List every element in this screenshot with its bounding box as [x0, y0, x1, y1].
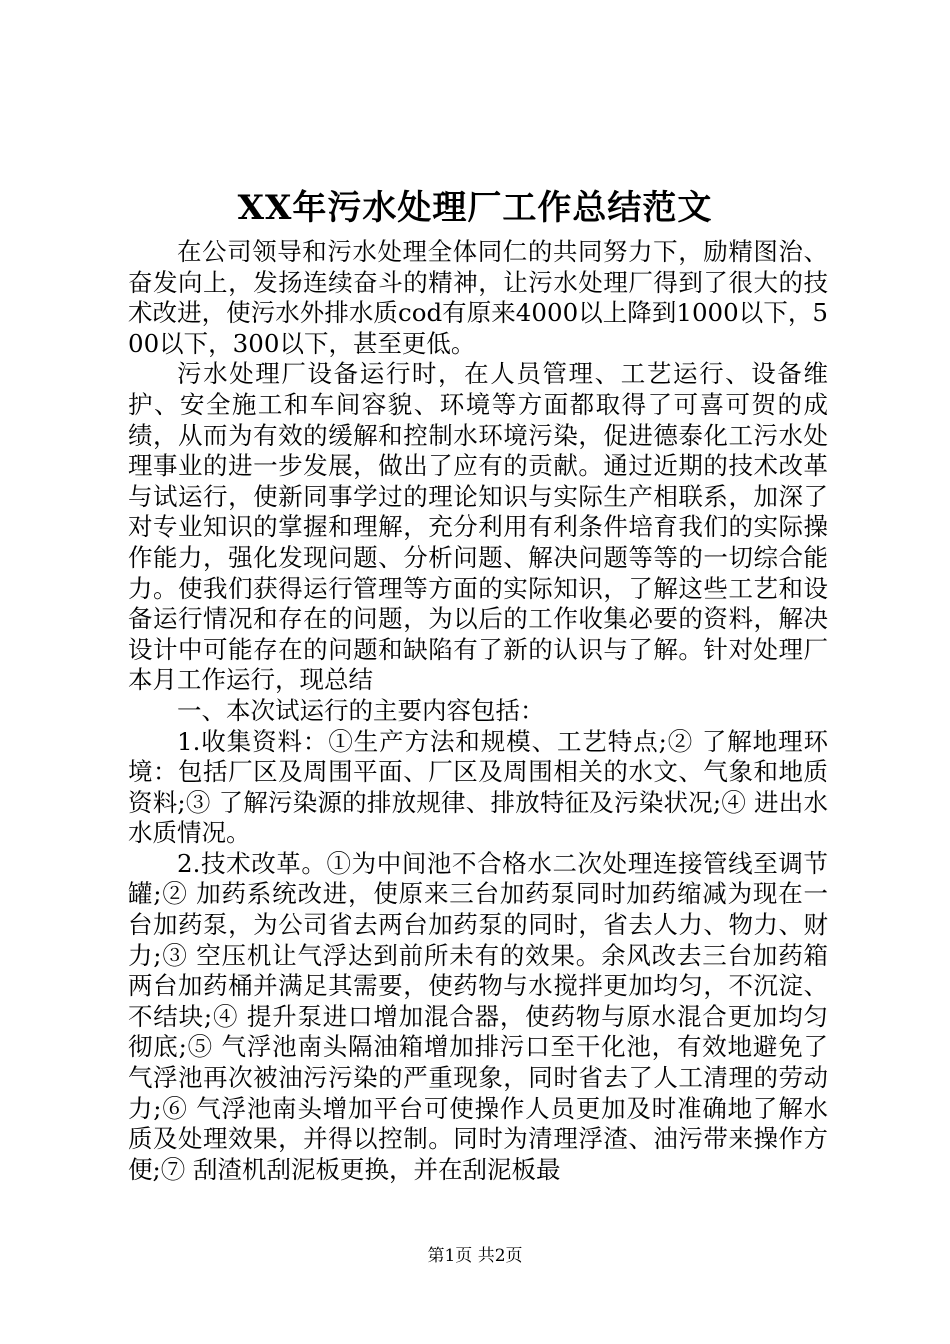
- section-heading-trial-run: 一、本次试运行的主要内容包括：: [177, 695, 545, 725]
- paragraph-intro: 在公司领导和污水处理全体同仁的共同努力下，励精图治、奋发向上，发扬连续奋斗的精神，让污水处理厂得到了很大的技术改进，使污水外排水质cod有原来4000以上降到1000以下，500以下，300以下，甚至更低。: [128, 237, 828, 358]
- document-title: XX年污水处理厂工作总结范文: [237, 188, 713, 228]
- page-number-footer: 第1页 共2页: [427, 1246, 523, 1266]
- paragraph-technical-reform: 2.技术改革。①为中间池不合格水二次处理连接管线至调节罐;② 加药系统改进，使原来三台加药泵同时加药缩减为现在一台加药泵，为公司省去两台加药泵的同时，省去人力、物力、财力;③ 空压机让气浮达到前所未有的效果。余风改去三台加药箱两台加药桶并满足其需要，使药物与水搅拌更加均匀，不沉淀、不结块;④ 提升泵进口增加混合器，使药物与原水混合更加均匀彻底;⑤ 气浮池南头隔油箱增加排污口至干化池，有效地避免了气浮池再次被油污污染的严重现象，同时省去了人工清理的劳动力;⑥ 气浮池南头增加平台可使操作人员更加及时准确地了解水质及处理效果，并得以控制。同时为清理浮渣、油污带来操作方便;⑦ 刮渣机刮泥板更换，并在刮泥板最: [128, 848, 828, 1184]
- paragraph-collect-data: 1.收集资料：①生产方法和规模、工艺特点;② 了解地理环境：包括厂区及周围平面、厂区及周围相关的水文、气象和地质资料;③ 了解污染源的排放规律、排放特征及污染状况;④ 进出水水质情况。: [128, 726, 828, 848]
- document-body: [128, 237, 828, 1185]
- paragraph-operations: 污水处理厂设备运行时，在人员管理、工艺运行、设备维护、安全施工和车间容貌、环境等方面都取得了可喜可贺的成绩，从而为有效的缓解和控制水环境污染，促进德泰化工污水处理事业的进一步发展，做出了应有的贡献。通过近期的技术改革与试运行，使新同事学过的理论知识与实际生产相联系，加深了对专业知识的掌握和理解，充分利用有利条件培育我们的实际操作能力，强化发现问题、分析问题、解决问题等等的一切综合能力。使我们获得运行管理等方面的实际知识，了解这些工艺和设备运行情况和存在的问题，为以后的工作收集必要的资料，解决设计中可能存在的问题和缺陷有了新的认识与了解。针对处理厂本月工作运行，现总结: [128, 359, 828, 695]
